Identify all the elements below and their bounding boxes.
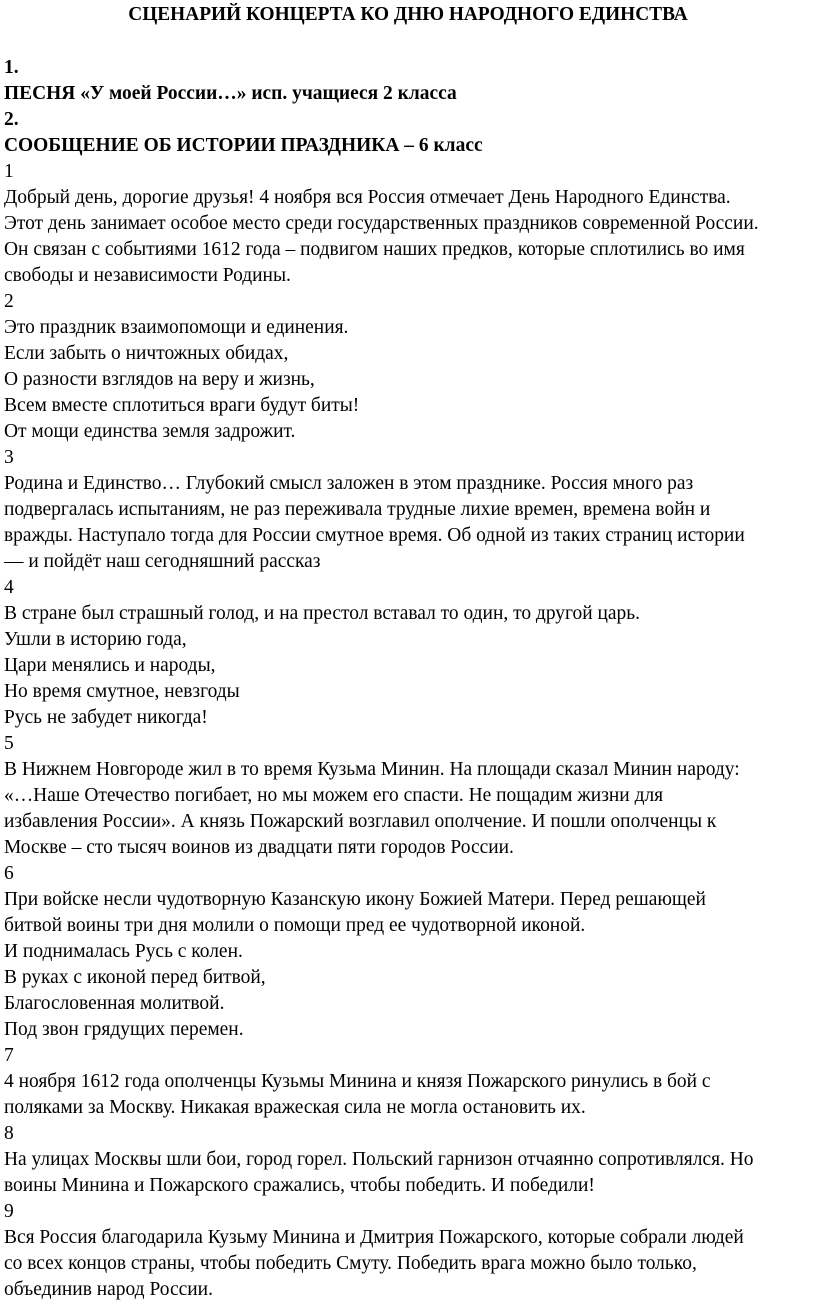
text-line: битвой воины три дня молили о помощи пред ее чудотворной иконой. <box>4 915 586 936</box>
text-line: И поднималась Русь с колен. <box>4 941 243 962</box>
text-line: воины Минина и Пожарского сражались, чтобы победить. И победили! <box>4 1175 595 1196</box>
section-number: 9 <box>4 1201 14 1222</box>
text-line: Москве – сто тысяч воинов из двадцати пяти городов России. <box>4 837 514 858</box>
section-number: 4 <box>4 577 14 598</box>
text-line: Благословенная молитвой. <box>4 993 225 1014</box>
section-number: 7 <box>4 1045 14 1066</box>
text-line: ПЕСНЯ «У моей России…» исп. учащиеся 2 класса <box>4 83 457 104</box>
text-line: Родина и Единство… Глубокий смысл заложен в этом празднике. Россия много раз <box>4 473 694 494</box>
text-line: поляками за Москву. Никакая вражеская сила не могла остановить их. <box>4 1097 586 1118</box>
text-line: Под звон грядущих перемен. <box>4 1019 244 1040</box>
text-line: От мощи единства земля задрожит. <box>4 421 296 442</box>
section-number: 1. <box>4 57 19 78</box>
text-line: Всем вместе сплотиться враги будут биты! <box>4 395 360 416</box>
text-line: со всех концов страны, чтобы победить Смуту. Победить врага можно было только, <box>4 1253 697 1274</box>
section-number: 2. <box>4 109 19 130</box>
text-line: Ушли в историю года, <box>4 629 187 650</box>
section-number: 5 <box>4 733 14 754</box>
text-line: При войске несли чудотворную Казанскую икону Божией Матери. Перед решающей <box>4 889 706 910</box>
text-line: Русь не забудет никогда! <box>4 707 208 728</box>
document-title: СЦЕНАРИЙ КОНЦЕРТА КО ДНЮ НАРОДНОГО ЕДИНСТВА <box>128 4 688 25</box>
section-number: 8 <box>4 1123 14 1144</box>
text-line: В Нижнем Новгороде жил в то время Кузьма Минин. На площади сказал Минин народу: <box>4 759 740 780</box>
text-line: Добрый день, дорогие друзья! 4 ноября вся Россия отмечает День Народного Единства. <box>4 187 731 208</box>
section-number: 3 <box>4 447 14 468</box>
text-line: 4 ноября 1612 года ополченцы Кузьмы Минина и князя Пожарского ринулись в бой с <box>4 1071 711 1092</box>
text-line: свободы и независимости Родины. <box>4 265 291 286</box>
text-line: В стране был страшный голод, и на престол вставал то один, то другой царь. <box>4 603 641 624</box>
text-line: Вся Россия благодарила Кузьму Минина и Дмитрия Пожарского, которые собрали людей <box>4 1227 744 1248</box>
text-line: Это праздник взаимопомощи и единения. <box>4 317 349 338</box>
text-line: Он связан с событиями 1612 года – подвигом наших предков, которые сплотились во имя <box>4 239 745 260</box>
text-line: Но время смутное, невзгоды <box>4 681 240 702</box>
section-number: 2 <box>4 291 14 312</box>
text-line: «…Наше Отечество погибает, но мы можем его спасти. Не пощадим жизни для <box>4 785 664 806</box>
text-line: избавления России». А князь Пожарский возглавил ополчение. И пошли ополченцы к <box>4 811 717 832</box>
text-line: подвергалась испытаниям, не раз переживала трудные лихие времен, времена войн и <box>4 499 711 520</box>
text-line: Этот день занимает особое место среди государственных праздников современной России. <box>4 213 759 234</box>
text-line: объединив народ России. <box>4 1279 213 1300</box>
text-line: Если забыть о ничтожных обидах, <box>4 343 289 364</box>
text-line: В руках с иконой перед битвой, <box>4 967 266 988</box>
text-line: — и пойдёт наш сегодняшний рассказ <box>4 551 321 572</box>
section-number: 1 <box>4 161 14 182</box>
section-number: 6 <box>4 863 14 884</box>
text-line: Цари менялись и народы, <box>4 655 216 676</box>
document-body <box>4 55 814 1303</box>
text-line: На улицах Москвы шли бои, город горел. Польский гарнизон отчаянно сопротивлялся. Но <box>4 1149 754 1170</box>
text-line: СООБЩЕНИЕ ОБ ИСТОРИИ ПРАЗДНИКА – 6 класс <box>4 135 483 156</box>
text-line: вражды. Наступало тогда для России смутное время. Об одной из таких страниц истории <box>4 525 745 546</box>
text-line: О разности взглядов на веру и жизнь, <box>4 369 315 390</box>
